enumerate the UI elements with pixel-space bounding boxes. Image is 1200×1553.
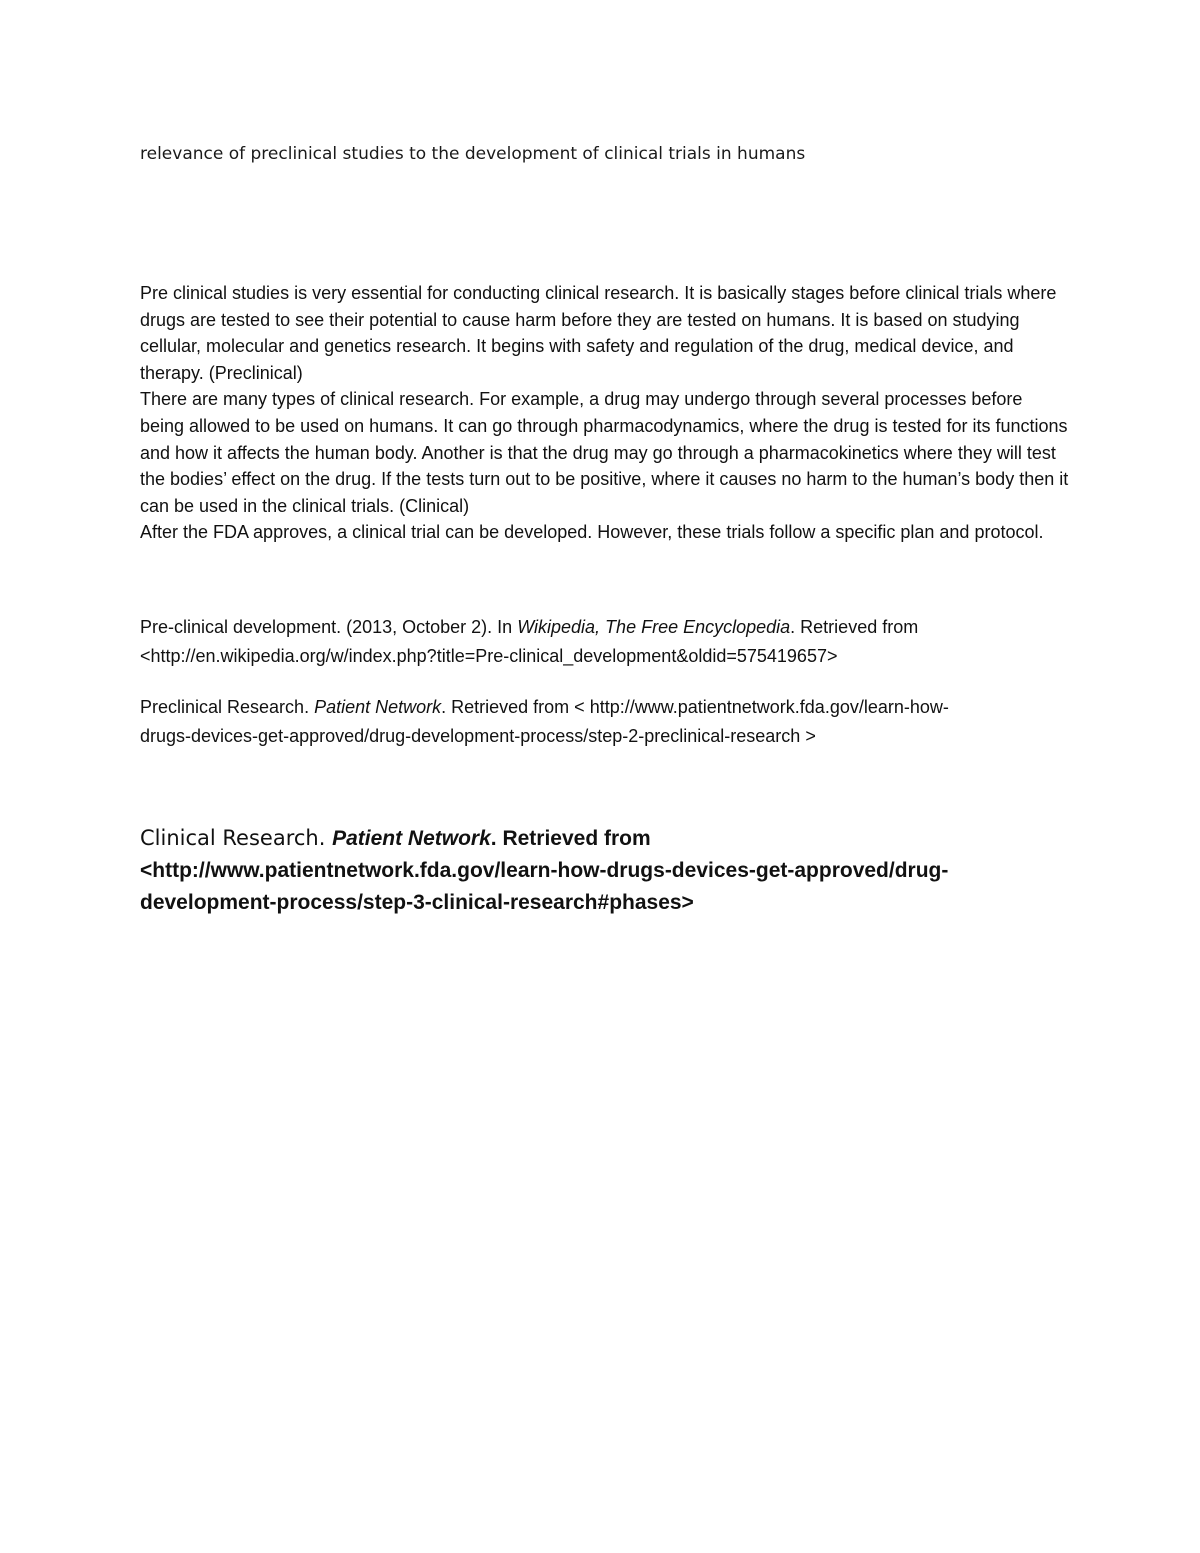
reference-clinical-research [140, 822, 1070, 919]
reference-wikipedia [140, 613, 1070, 671]
reference-preclinical-research [140, 693, 1070, 751]
document-title: relevance of preclinical studies to the development of clinical trials in humans [140, 144, 806, 164]
reference-prefix: Preclinical Research. [140, 697, 315, 717]
paragraph-preclinical: Pre clinical studies is very essential for conducting clinical research. It is basically stages before clinical trials where drugs are tested to see their potential to cause harm before they are tested on humans. It is based on studying cellular, molecular and genetics research. It begins with safety and regulation of the drug, medical device, and therapy. (Preclinical) [140, 283, 1057, 383]
reference-suffix: . Retrieved from < http://www.patientnetwork.fda.gov/learn-how- [441, 697, 949, 717]
paragraph-clinical: There are many types of clinical research. For example, a drug may undergo through several processes before being allowed to be used on humans. It can go through pharmacodynamics, where the drug is tested for its functions and how it affects the human body. Another is that the drug may go through a pharmacokinetics where they will test the bodies’ effect on the drug. If the tests turn out to be positive, where it causes no harm to the human’s body then it can be used in the clinical trials. (Clinical) [140, 389, 1069, 516]
reference-suffix: . Retrieved from [490, 827, 651, 850]
reference-source: Patient Network [332, 827, 491, 850]
reference-prefix: Clinical Research. [140, 826, 333, 850]
document-body [140, 280, 1070, 546]
reference-source: Patient Network [314, 697, 442, 717]
reference-url-line-1: <http://www.patientnetwork.fda.gov/learn-how-drugs-devices-get-approved/drug- [140, 859, 949, 882]
reference-source: Wikipedia, The Free Encyclopedia [517, 617, 791, 637]
reference-url: <http://en.wikipedia.org/w/index.php?title=Pre-clinical_development&oldid=575419657> [140, 646, 838, 666]
reference-url-line-2: development-process/step-3-clinical-research#phases> [140, 891, 694, 914]
reference-prefix: Pre-clinical development. (2013, October 2). In [140, 617, 518, 637]
reference-suffix: . Retrieved from [790, 617, 919, 637]
paragraph-fda: After the FDA approves, a clinical trial can be developed. However, these trials follow a specific plan and protocol. [140, 522, 1044, 543]
reference-url: drugs-devices-get-approved/drug-development-process/step-2-preclinical-research > [140, 726, 816, 746]
